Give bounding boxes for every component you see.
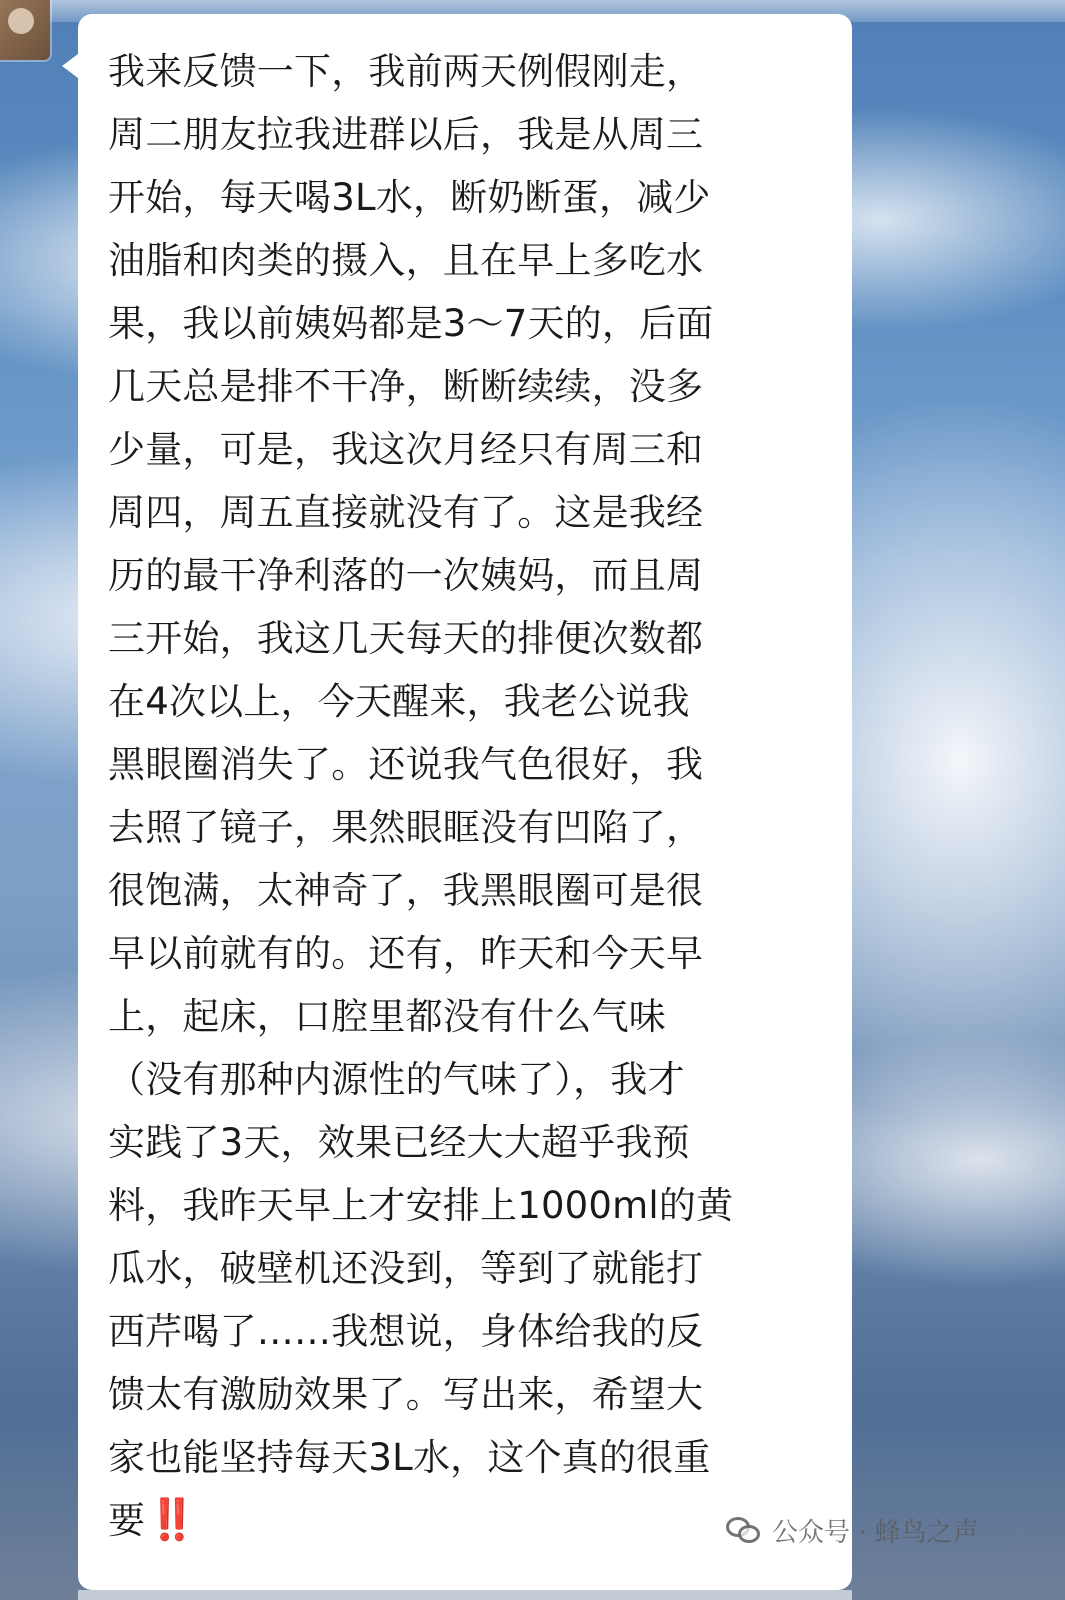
watermark — [726, 1508, 979, 1552]
message-text: 我来反馈一下，我前两天例假刚走， 周二朋友拉我进群以后，我是从周三 开始，每天喝3L水，断奶断蛋，减少 油脂和肉类的摄入，且在早上多吃水 果，我以前姨妈都是3～7天的，后面 几天总是排不干净，断断续续，没多 少量，可是，我这次月经只有周三和 周四，周五直接就没有了。这是我经 历的最干净利落的一次姨妈，而且周 三开始，我这几天每天的排便次数都 在4次以上，今天醒来，我老公说我 黑眼圈消失了。还说我气色很好，我 去照了镜子，果然眼眶没有凹陷了， 很饱满，太神奇了，我黑眼圈可是很 早以前就有的。还有，昨天和今天早 上，起床，口腔里都没有什么气味 （没有那种内源性的气味了），我才 实践了3天，效果已经大大超乎我预 料，我昨天早上才安排上1000ml的黄 瓜水，破壁机还没到，等到了就能打 西芹喝了……我想说，身体给我的反 馈太有激励效果了。写出来，希望大 家也能坚持每天3L水，这个真的很重 要 — [108, 50, 734, 1542]
double-exclamation-icon: ‼️ — [147, 1497, 198, 1543]
bottom-bar — [78, 1590, 852, 1600]
sender-avatar[interactable] — [0, 0, 50, 60]
wechat-icon — [726, 1515, 764, 1545]
message-body — [108, 40, 824, 1552]
message-bubble[interactable] — [78, 14, 852, 1590]
watermark-text: 公众号 · 蜂鸟之声 — [772, 1517, 979, 1548]
